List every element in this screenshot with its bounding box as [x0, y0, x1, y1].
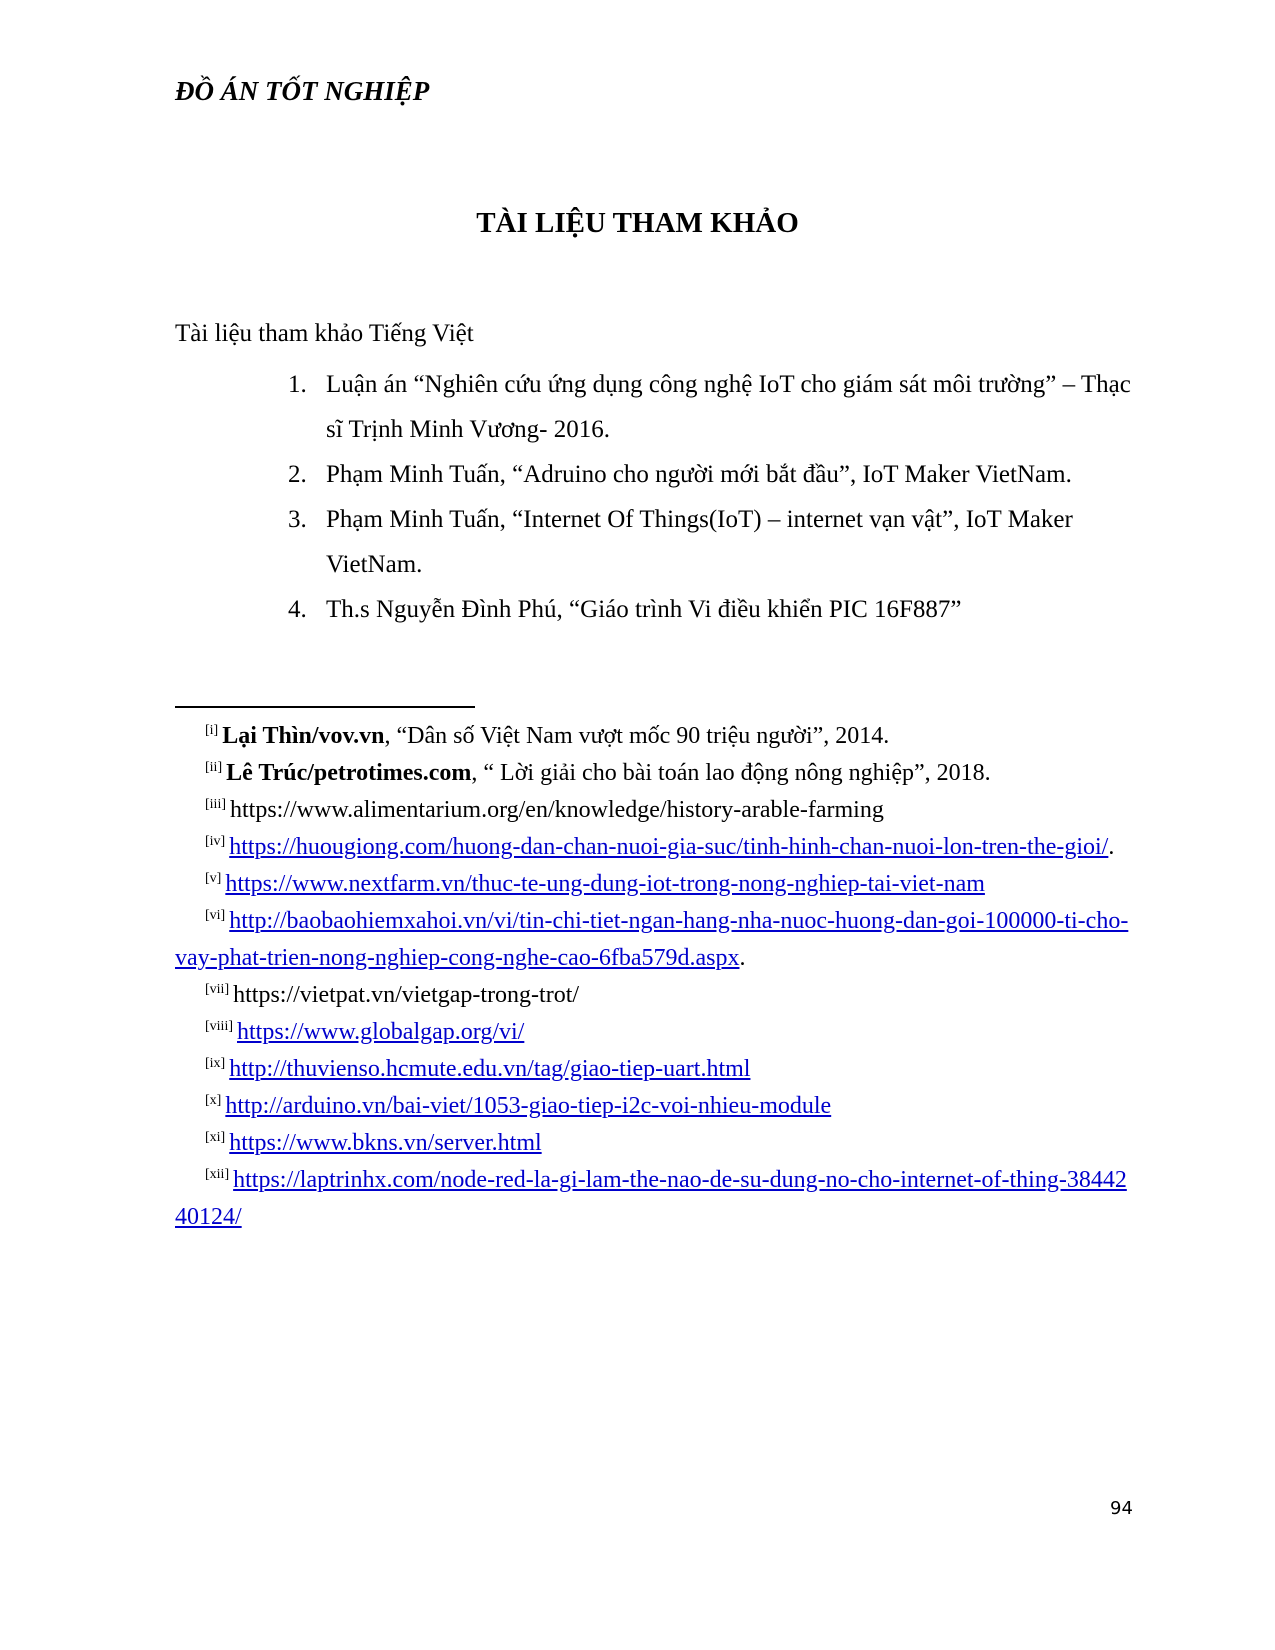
footnote-link[interactable]: https://www.bkns.vn/server.html	[229, 1130, 542, 1156]
reference-text: Phạm Minh Tuấn, “Internet Of Things(IoT) – internet vạn vật”, IoT Maker VietNam.	[326, 506, 1073, 578]
footnote-link[interactable]: http://thuvienso.hcmute.edu.vn/tag/giao-tiep-uart.html	[229, 1056, 751, 1082]
footnote-source: Lại Thìn/vov.vn	[222, 723, 385, 749]
footnote	[175, 792, 1135, 829]
footnote-mark: [xi]	[205, 1130, 226, 1145]
footnote	[175, 903, 1135, 977]
footnote-mark: [x]	[205, 1093, 222, 1108]
reference-item	[288, 362, 1148, 452]
reference-text: Luận án “Nghiên cứu ứng dụng công nghệ IoT cho giám sát môi trường” – Thạc sĩ Trịnh Minh Vương- 2016.	[326, 371, 1131, 443]
footnote-text: https://vietpat.vn/vietgap-trong-trot/	[233, 982, 580, 1008]
footnote-mark: [xii]	[205, 1167, 230, 1182]
reference-number: 2.	[288, 461, 307, 488]
footnote	[175, 1088, 1135, 1125]
footnote-mark: [ix]	[205, 1056, 226, 1071]
reference-item	[288, 587, 1148, 632]
footnote-link[interactable]: https://www.nextfarm.vn/thuc-te-ung-dung-iot-trong-nong-nghiep-tai-viet-nam	[225, 871, 985, 897]
page-number: 94	[1110, 1498, 1133, 1519]
page-title: TÀI LIỆU THAM KHẢO	[476, 207, 799, 239]
footnote	[175, 755, 1135, 792]
reference-number: 3.	[288, 506, 307, 533]
footnote-mark: [v]	[205, 871, 222, 886]
footnote	[175, 866, 1135, 903]
reference-list	[288, 362, 1148, 632]
reference-text: Th.s Nguyễn Đình Phú, “Giáo trình Vi điều khiển PIC 16F887”	[326, 596, 962, 623]
section-heading: Tài liệu tham khảo Tiếng Việt	[175, 320, 474, 347]
footnote-text: , “ Lời giải cho bài toán lao động nông nghiệp”, 2018.	[471, 760, 991, 786]
reference-text: Phạm Minh Tuấn, “Adruino cho người mới bắt đầu”, IoT Maker VietNam.	[326, 461, 1072, 488]
footnote	[175, 829, 1135, 866]
footnote-mark: [vii]	[205, 982, 230, 997]
footnote-separator	[175, 706, 475, 708]
footnote-mark: [ii]	[205, 760, 223, 775]
footnote-link[interactable]: https://www.globalgap.org/vi/	[237, 1019, 525, 1045]
footnote	[175, 1162, 1135, 1236]
footnote-link[interactable]: http://baobaohiemxahoi.vn/vi/tin-chi-tiet-ngan-hang-nha-nuoc-huong-dan-goi-100000-ti-cho-vay-phat-trien-nong-nghiep-cong-nghe-cao-6fba579d.aspx	[175, 908, 1129, 971]
page-header: ĐỒ ÁN TỐT NGHIỆP	[175, 76, 430, 106]
footnote-mark: [i]	[205, 723, 219, 738]
footnote-mark: [viii]	[205, 1019, 233, 1034]
footnotes	[175, 718, 1135, 1236]
footnote	[175, 1014, 1135, 1051]
reference-item	[288, 497, 1148, 587]
footnote-source: Lê Trúc/petrotimes.com	[226, 760, 472, 786]
footnote	[175, 1125, 1135, 1162]
footnote-punct: .	[739, 945, 746, 971]
footnote-text: , “Dân số Việt Nam vượt mốc 90 triệu người”, 2014.	[384, 723, 890, 749]
footnote	[175, 977, 1135, 1014]
footnote-text: https://www.alimentarium.org/en/knowledge/history-arable-farming	[230, 797, 884, 823]
footnote-link[interactable]: https://huougiong.com/huong-dan-chan-nuoi-gia-suc/tinh-hinh-chan-nuoi-lon-tren-the-gioi/	[229, 834, 1109, 860]
footnote	[175, 718, 1135, 755]
footnote-link[interactable]: https://laptrinhx.com/node-red-la-gi-lam-the-nao-de-su-dung-no-cho-internet-of-thing-3844240124/	[175, 1167, 1127, 1230]
reference-number: 4.	[288, 596, 307, 623]
footnote-punct: .	[1108, 834, 1115, 860]
footnote-mark: [iii]	[205, 797, 226, 812]
footnote-mark: [iv]	[205, 834, 226, 849]
reference-number: 1.	[288, 371, 307, 398]
footnote-link[interactable]: http://arduino.vn/bai-viet/1053-giao-tiep-i2c-voi-nhieu-module	[225, 1093, 832, 1119]
footnote-mark: [vi]	[205, 908, 226, 923]
footnote	[175, 1051, 1135, 1088]
reference-item	[288, 452, 1148, 497]
